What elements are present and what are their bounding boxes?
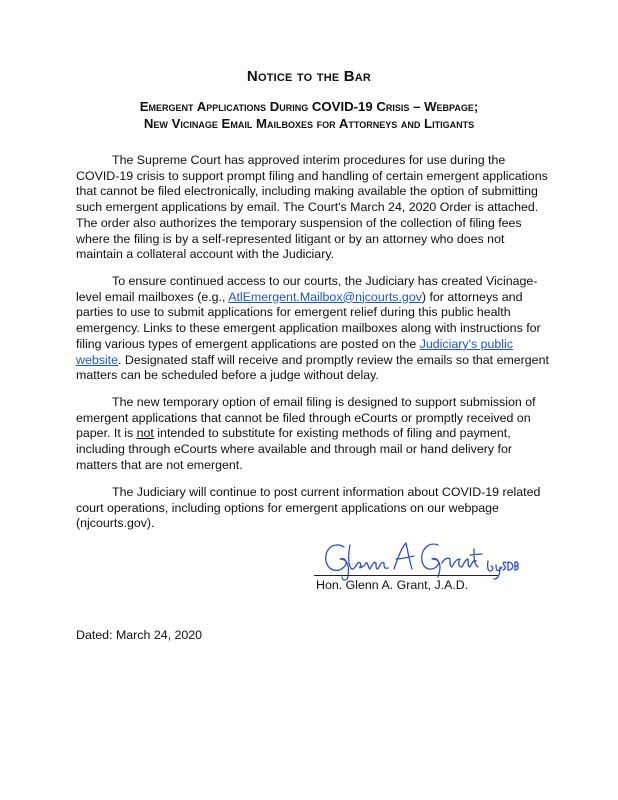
notice-subtitle (0, 98, 618, 132)
paragraph-2-text-b: ) for attorneys and parties to use to submit applications for emergent relief during this public health emergency. Links to these emergent application mailboxes along with instructions for filing various types of emergent applications are posted on the (76, 289, 541, 351)
judiciary-website-link[interactable]: Judiciary's public website (76, 336, 513, 367)
paragraph-1-text: The Supreme Court has approved interim procedures for use during the COVID-19 crisis to support prompt filing and handling of certain emergent applications that cannot be filed electronically, including making available the option of submitting such emergent applications by email. The Court's March 24, 2020 Order is attached. The order also authorizes the temporary suspension of the collection of filing fees where the filing is by a self-represented litigant or by an attorney who does not maintain a collateral account with the Judiciary. (76, 153, 548, 262)
paragraph-1 (76, 153, 550, 263)
emphasis-not: not (136, 426, 154, 441)
paragraph-2 (76, 274, 550, 384)
paragraph-3-text-b: intended to substitute for existing methods of filing and payment, including through eCourts where available and through mail or hand delivery for matters that are not emergent. (76, 426, 512, 472)
subtitle-line-1: Emergent Applications During COVID-19 Crisis – Webpage; (139, 99, 479, 114)
paragraph-2-text-c: . Designated staff will receive and promptly review the emails so that emergent matters can be scheduled before a judge without delay. (76, 352, 549, 383)
handwritten-signature (320, 537, 520, 583)
subtitle-line-2: New Vicinage Email Mailboxes for Attorneys and Litigants (143, 116, 475, 131)
email-mailbox-link[interactable]: AtlEmergent.Mailbox@njcourts.gov (228, 289, 422, 304)
paragraph-4-text: The Judiciary will continue to post current information about COVID-19 related court operations, including options for emergent applications on our webpage (njcourts.gov). (76, 485, 541, 531)
signature-line (314, 575, 498, 576)
dated-line: Dated: March 24, 2020 (76, 628, 203, 642)
paragraph-4 (76, 485, 550, 532)
paragraph-3-text-a: The new temporary option of email filing is designed to support submission of emergent applications that cannot be filed through eCourts or promptly received on paper. It is (76, 395, 536, 441)
paragraph-2-text-a: To ensure continued access to our courts, the Judiciary has created Vicinage-level email mailboxes (e.g., (76, 274, 538, 304)
notice-title: Notice to the Bar (246, 68, 372, 85)
signer-name: Hon. Glenn A. Grant, J.A.D. (316, 578, 469, 592)
paragraph-3 (76, 395, 550, 474)
